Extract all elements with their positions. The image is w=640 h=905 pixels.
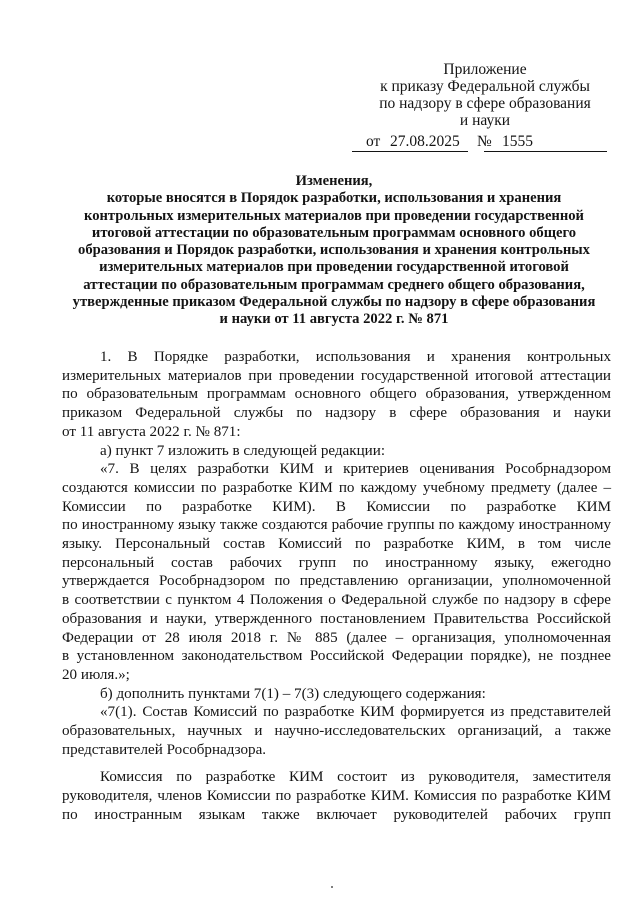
document-body bbox=[62, 348, 611, 825]
text-line: образовательных, научных и научно-исследовательских организаций, а также bbox=[62, 723, 611, 740]
title-line: аттестации по образовательным программам среднего общего образования, bbox=[83, 276, 585, 293]
scan-speck bbox=[331, 886, 333, 888]
paragraph-2 bbox=[62, 442, 611, 461]
paragraph-6 bbox=[62, 768, 611, 824]
order-date: 27.08.2025 bbox=[390, 133, 460, 150]
title-line: образования и Порядок разработки, использования и хранения контрольных bbox=[78, 242, 590, 259]
title-line: которые вносятся в Порядок разработки, использования и хранения bbox=[106, 190, 562, 207]
order-date-number bbox=[352, 133, 607, 153]
text-line: а) пункт 7 изложить в следующей редакции: bbox=[100, 442, 386, 459]
text-line: от 11 августа 2022 г. № 871: bbox=[62, 423, 241, 440]
text-line: по образовательным программам основного общего образования, утвержденном bbox=[62, 386, 611, 403]
text-line: персональный состав рабочих групп по иностранному языку, ежегодно bbox=[62, 554, 611, 571]
text-line: по иностранному языку также создаются рабочие группы по каждому иностранному bbox=[62, 517, 611, 534]
appendix-line-order: к приказу Федеральной службы bbox=[380, 78, 590, 95]
text-line: Комиссии по разработке КИМ). В Комиссии по разработке КИМ bbox=[62, 498, 611, 515]
text-line: приказом Федеральной службы по надзору в сфере образования и науки bbox=[62, 405, 611, 422]
text-line: б) дополнить пунктами 7(1) – 7(3) следующего содержания: bbox=[100, 685, 486, 702]
number-label: № bbox=[477, 133, 492, 150]
title-line: контрольных измерительных материалов при проведении государственной bbox=[84, 207, 584, 224]
text-line: по иностранным языкам также включает руководителей рабочих групп bbox=[62, 806, 611, 823]
text-line: в соответствии с пунктом 4 Положения о Федеральной службе по надзору в сфере bbox=[62, 592, 611, 609]
appendix-line-science: и науки bbox=[459, 112, 511, 129]
paragraph-3 bbox=[62, 460, 611, 684]
title-line: измерительных материалов при проведении государственной итоговой bbox=[99, 259, 569, 276]
appendix-header bbox=[350, 61, 620, 129]
text-line: представителей Рособрнадзора. bbox=[62, 741, 267, 758]
text-line: образования и науки, утвержденного постановлением Правительства Российской bbox=[62, 610, 611, 627]
appendix-line-supervision: по надзору в сфере образования bbox=[379, 95, 591, 112]
text-line: измерительных материалов при проведении государственной итоговой аттестации bbox=[62, 367, 611, 384]
text-line: создаются комиссии по разработке КИМ по каждому учебному предмету (далее – bbox=[62, 479, 611, 496]
text-line: 1. В Порядке разработки, использования и хранения контрольных bbox=[100, 349, 611, 365]
paragraph-1 bbox=[62, 348, 611, 442]
text-line: «7. В целях разработки КИМ и критериев оценивания Рособрнадзором bbox=[100, 461, 611, 478]
title-line: утвержденные приказом Федеральной службы по надзору в сфере образования bbox=[72, 294, 596, 311]
text-line: «7(1). Состав Комиссий по разработке КИМ формируется из представителей bbox=[100, 704, 611, 721]
order-number: 1555 bbox=[502, 133, 533, 150]
text-line: Комиссия по разработке КИМ состоит из руководителя, заместителя bbox=[100, 769, 611, 786]
text-line: руководителя, членов Комиссии по разработке КИМ. Комиссия по разработке КИМ bbox=[62, 788, 611, 805]
title-line: и науки от 11 августа 2022 г. № 871 bbox=[219, 311, 449, 328]
title-heading: Изменения, bbox=[295, 173, 373, 189]
paragraph-4 bbox=[62, 685, 611, 704]
title-line: итоговой аттестации по образовательным программам основного общего bbox=[91, 224, 577, 241]
paragraph-gap bbox=[62, 759, 611, 768]
paragraph-5 bbox=[62, 703, 611, 759]
appendix-title: Приложение bbox=[443, 61, 527, 78]
text-line: в установленном законодательством Российской Федерации порядке), не позднее bbox=[62, 648, 611, 665]
text-line: Федерации от 28 июля 2018 г. № 885 (далее – организация, уполномоченная bbox=[62, 629, 611, 646]
text-line: 20 июля.»; bbox=[62, 666, 130, 683]
text-line: утверждается Рособрнадзором по представлению организации, уполномоченной bbox=[62, 573, 611, 590]
text-line: языку. Персональный состав Комиссий по разработке КИМ, в том числе bbox=[62, 536, 611, 553]
date-label: от bbox=[366, 133, 381, 150]
document-title bbox=[56, 173, 612, 329]
